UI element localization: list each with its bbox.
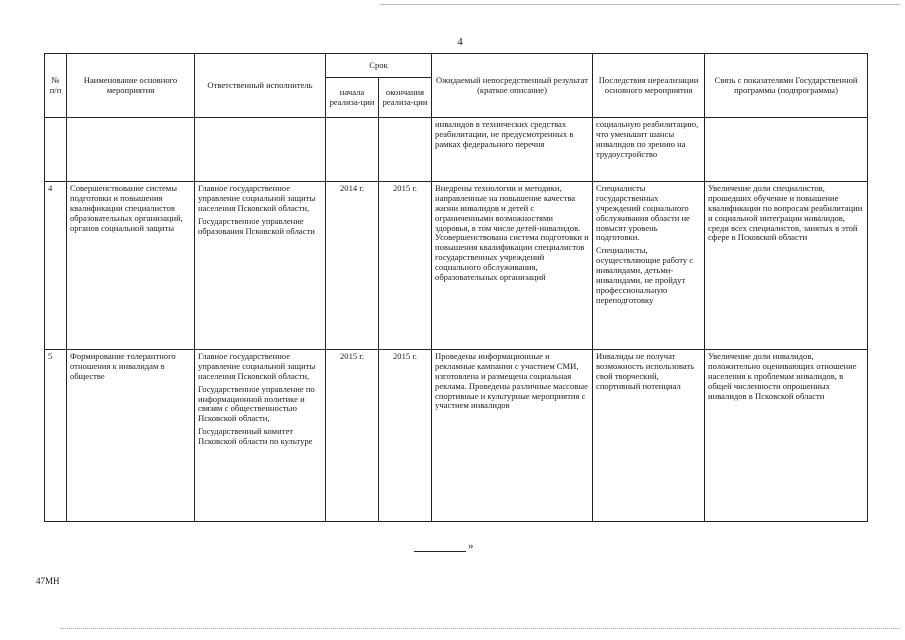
closing-underline — [414, 551, 466, 552]
cell-start: 2015 г. — [326, 350, 379, 522]
cell-executor-paragraph: Государственное управление образования Псковской области — [198, 215, 315, 236]
cell-name — [67, 118, 195, 182]
table-row — [45, 118, 868, 182]
cell-link — [705, 350, 868, 522]
table-header — [45, 54, 868, 118]
header-num: № п/п — [45, 54, 67, 118]
cell-executor-paragraph: Главное государственное управление социальной защиты населения Псковской области, — [198, 183, 316, 213]
cell-executor-paragraph: Главное государственное управление социальной защиты населения Псковской области, — [198, 351, 316, 381]
cell-link-paragraph: Увеличение доли специалистов, прошедших обучение и повышение квалификации по вопросам реабилитации и социальной интеграции инвалидов, среди всех специалистов, занятых в этой сфере в Псковской области — [708, 183, 863, 243]
cell-link-paragraph: Увеличение доли инвалидов, положительно оценивающих отношение населения к проблемам инвалидов, в общей численности опрошенных инвалидов в Псковской области — [708, 351, 857, 401]
cell-executor — [195, 118, 326, 182]
cell-consequences-paragraph: Специалисты, осуществляющие работу с инвалидами, детьми-инвалидами, не пройдут профессиональную переподготовку — [596, 245, 694, 305]
cell-result — [432, 118, 593, 182]
cell-consequences — [593, 118, 705, 182]
scan-edge-bottom — [60, 628, 900, 629]
header-link: Связь с показателями Государственной программы (подпрограммы) — [705, 54, 868, 118]
header-term: Срок — [326, 54, 432, 78]
header-consequences: Последствия нереализации основного мероприятия — [593, 54, 705, 118]
cell-executor-paragraph: Государственный комитет Псковской области по культуре — [198, 426, 313, 446]
cell-num: 5 — [45, 350, 67, 522]
cell-end: 2015 г. — [379, 182, 432, 350]
table-row — [45, 350, 868, 522]
cell-executor-paragraph: Государственное управление по информационной политике и связям с общественностью Псковской области, — [198, 383, 315, 424]
cell-start: 2014 г. — [326, 182, 379, 350]
cell-end: 2015 г. — [379, 350, 432, 522]
cell-link — [705, 118, 868, 182]
cell-executor — [195, 182, 326, 350]
header-name: Наименование основного мероприятия — [67, 54, 195, 118]
table-row — [45, 182, 868, 350]
cell-result — [432, 350, 593, 522]
cell-consequences-paragraph: Инвалиды не получат возможность использовать свой творческий, спортивный потенциал — [596, 351, 695, 391]
header-start: начала реализа-ции — [326, 78, 379, 118]
table-body — [45, 118, 868, 522]
cell-name: Формирование толерантного отношения к инвалидам в обществе — [67, 350, 195, 522]
cell-consequences-paragraph: Специалисты государственных учреждений социального обслуживания области не повысят уровень подготовки. — [596, 183, 690, 243]
cell-consequences — [593, 350, 705, 522]
cell-name: Совершенствование системы подготовки и повышения квалификации специалистов образовательных организаций, органов социальной защиты — [67, 182, 195, 350]
cell-executor — [195, 350, 326, 522]
cell-result-paragraph: Внедрены технологии и методики, направленные на повышение качества жизни инвалидов и детей с ограниченными возможностями здоровья, в том числе детей-инвалидов. Усовершенствована система подготовки и повышения квалификации специалистов государственных учреждений социального обслуживания, образовательных организаций — [435, 183, 589, 282]
document-code: 47МН — [36, 576, 60, 586]
page-number: 4 — [457, 36, 463, 48]
cell-num — [45, 118, 67, 182]
closing-mark — [414, 540, 474, 554]
cell-result-paragraph: Проведены информационные и рекламные кампании с участием СМИ, изготовлена и размещена социальная реклама. Проведены различные массовые спортивные и культурные мероприятия с участием инвалидов — [435, 351, 588, 411]
closing-quote: » — [468, 540, 474, 552]
cell-end — [379, 118, 432, 182]
header-result: Ожидаемый непосредственный результат (краткое описание) — [432, 54, 593, 118]
cell-result — [432, 182, 593, 350]
scan-edge-top — [380, 4, 900, 5]
cell-start — [326, 118, 379, 182]
cell-num: 4 — [45, 182, 67, 350]
cell-result-paragraph: инвалидов в технических средствах реабилитации, не предусмотренных в рамках федерального перечня — [435, 119, 574, 149]
header-executor: Ответственный исполнитель — [195, 54, 326, 118]
cell-consequences — [593, 182, 705, 350]
cell-consequences-paragraph: социальную реабилитацию, что уменьшит шансы инвалидов по зрению на трудоустройство — [596, 119, 699, 159]
measures-table — [44, 53, 868, 522]
cell-link — [705, 182, 868, 350]
header-end: окончания реализа-ции — [379, 78, 432, 118]
